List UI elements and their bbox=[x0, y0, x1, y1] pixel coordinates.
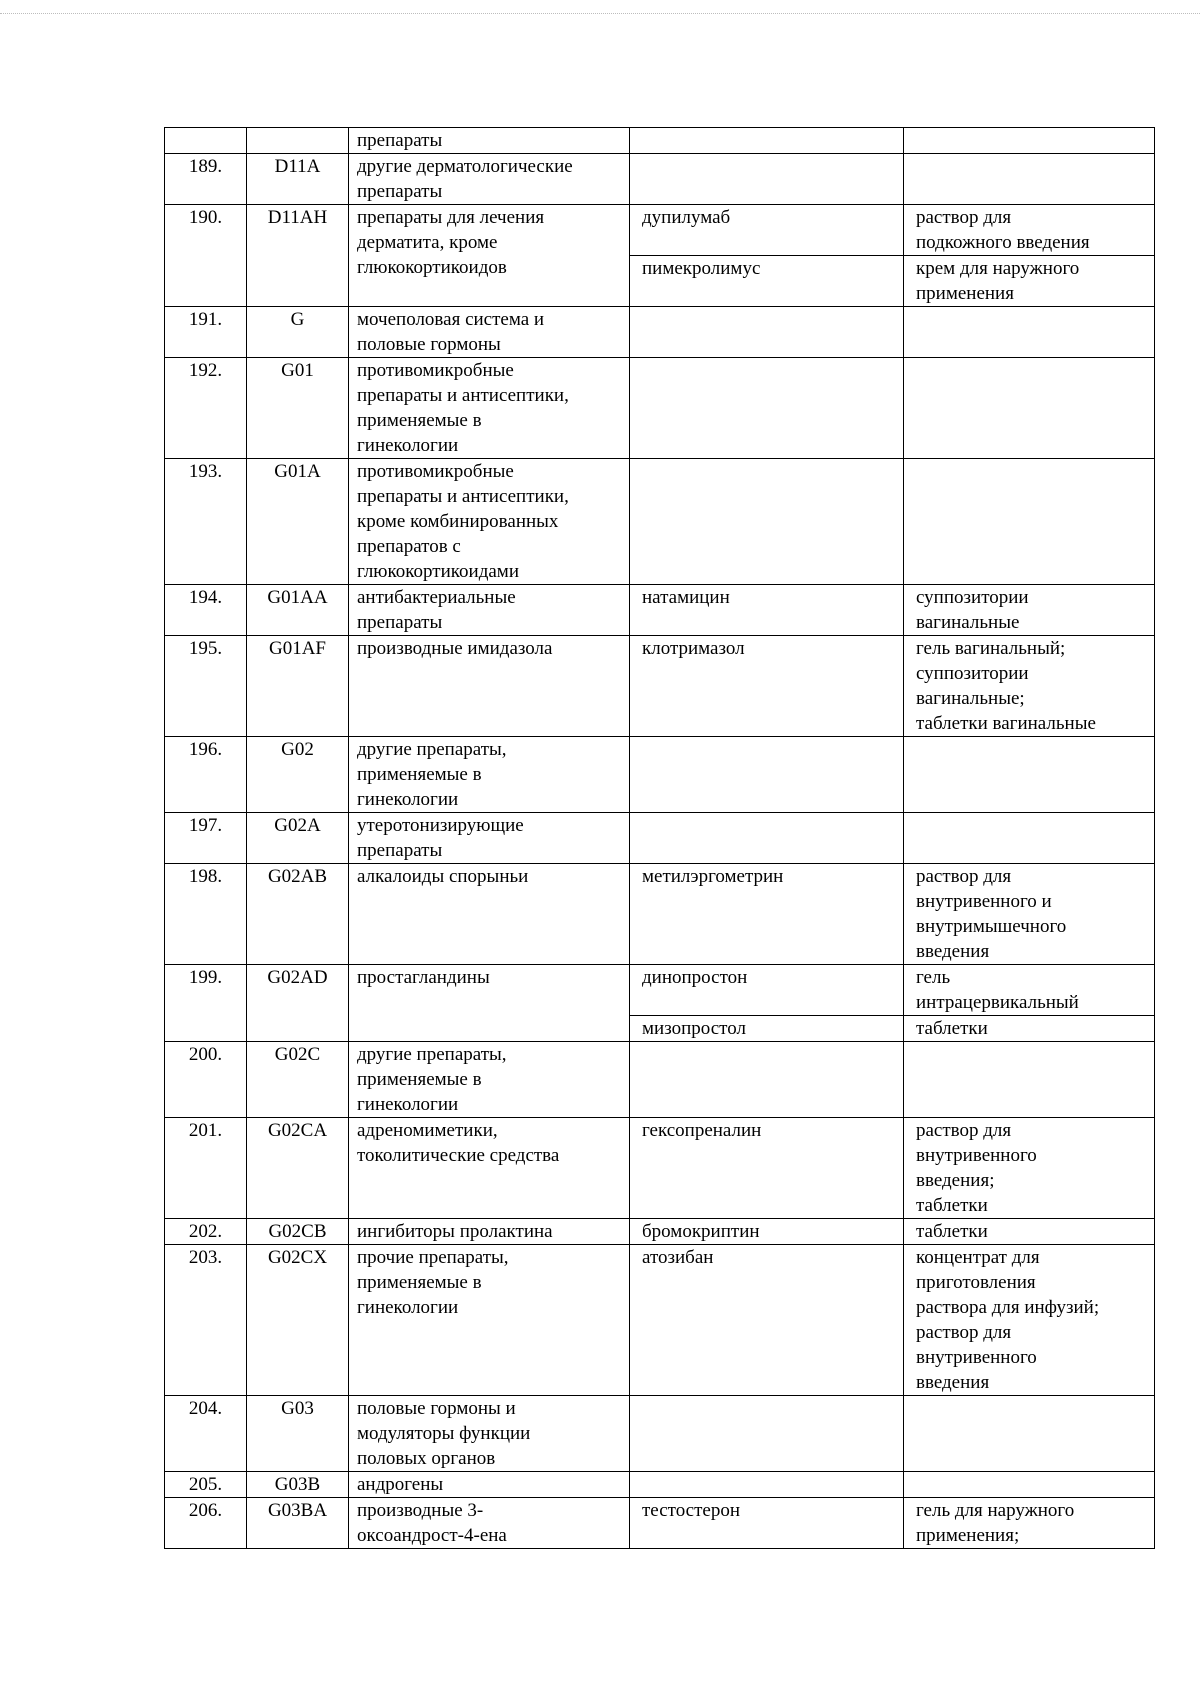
group-name-line: применяемые в bbox=[357, 764, 482, 785]
drug-name: динопростон bbox=[630, 965, 904, 1016]
dosage-form-line: вагинальные; bbox=[916, 688, 1025, 709]
drug-name bbox=[630, 1396, 904, 1472]
dosage-form-line: интрацервикальный bbox=[916, 992, 1079, 1013]
group-name bbox=[349, 965, 630, 1042]
group-name-line: гинекологии bbox=[357, 1297, 459, 1318]
row-number: 198. bbox=[165, 864, 247, 965]
drug-name bbox=[630, 307, 904, 358]
dosage-form-line: крем для наружного bbox=[916, 258, 1080, 279]
group-name bbox=[349, 1042, 630, 1118]
group-name-line: применяемые в bbox=[357, 1272, 482, 1293]
dosage-form-line: применения; bbox=[916, 1525, 1020, 1546]
dosage-form bbox=[904, 636, 1155, 737]
group-name-line: препараты для лечения bbox=[357, 207, 545, 228]
group-name-line: мочеполовая система и bbox=[357, 309, 545, 330]
dosage-form-line: подкожного введения bbox=[916, 232, 1090, 253]
group-name-line: препараты bbox=[357, 612, 443, 633]
drug-name bbox=[630, 1472, 904, 1498]
atc-code: G02AD bbox=[247, 965, 349, 1042]
atc-code: D11A bbox=[247, 154, 349, 205]
atc-code: G03B bbox=[247, 1472, 349, 1498]
table-row bbox=[165, 636, 1155, 737]
dosage-form-line: вагинальные bbox=[916, 612, 1020, 633]
dosage-form-line: приготовления bbox=[916, 1272, 1036, 1293]
group-name-line: андрогены bbox=[357, 1474, 444, 1495]
table-row bbox=[165, 459, 1155, 585]
drug-name bbox=[630, 128, 904, 154]
drug-name: клотримазол bbox=[630, 636, 904, 737]
page-top-edge bbox=[0, 13, 1200, 14]
table-row bbox=[165, 1472, 1155, 1498]
table-row bbox=[165, 1498, 1155, 1549]
group-name-line: дерматита, кроме bbox=[357, 232, 498, 253]
group-name bbox=[349, 1245, 630, 1396]
dosage-form-line: раствор для bbox=[916, 1322, 1012, 1343]
atc-code: G02A bbox=[247, 813, 349, 864]
group-name-line: ингибиторы пролактина bbox=[357, 1221, 553, 1242]
drug-name: метилэргометрин bbox=[630, 864, 904, 965]
dosage-form bbox=[904, 1042, 1155, 1118]
group-name-line: глюкокортикоидами bbox=[357, 561, 519, 582]
row-number: 205. bbox=[165, 1472, 247, 1498]
drug-name: тестостерон bbox=[630, 1498, 904, 1549]
dosage-form bbox=[904, 307, 1155, 358]
group-name bbox=[349, 459, 630, 585]
drug-name: гексопреналин bbox=[630, 1118, 904, 1219]
table-row bbox=[165, 358, 1155, 459]
atc-code: G02CA bbox=[247, 1118, 349, 1219]
row-number: 196. bbox=[165, 737, 247, 813]
row-number: 199. bbox=[165, 965, 247, 1042]
dosage-form-line: гель вагинальный; bbox=[916, 638, 1066, 659]
group-name-line: модуляторы функции bbox=[357, 1423, 531, 1444]
drug-name: натамицин bbox=[630, 585, 904, 636]
group-name-line: антибактериальные bbox=[357, 587, 516, 608]
dosage-form bbox=[904, 1472, 1155, 1498]
drug-name bbox=[630, 358, 904, 459]
table-row bbox=[165, 128, 1155, 154]
dosage-form bbox=[904, 864, 1155, 965]
drug-table bbox=[164, 127, 1155, 1549]
drug-name bbox=[630, 1042, 904, 1118]
dosage-form bbox=[904, 585, 1155, 636]
table-row bbox=[165, 737, 1155, 813]
atc-code: G01AF bbox=[247, 636, 349, 737]
table-row bbox=[165, 1245, 1155, 1396]
dosage-form bbox=[904, 1245, 1155, 1396]
group-name-line: половые гормоны bbox=[357, 334, 501, 355]
table-row bbox=[165, 585, 1155, 636]
table-row bbox=[165, 154, 1155, 205]
atc-code: G bbox=[247, 307, 349, 358]
group-name bbox=[349, 636, 630, 737]
group-name-line: гинекологии bbox=[357, 789, 459, 810]
group-name-line: производные 3- bbox=[357, 1500, 484, 1521]
table-row bbox=[165, 1118, 1155, 1219]
atc-code: G01A bbox=[247, 459, 349, 585]
dosage-form bbox=[904, 1016, 1155, 1042]
row-number: 201. bbox=[165, 1118, 247, 1219]
drug-name bbox=[630, 154, 904, 205]
group-name bbox=[349, 864, 630, 965]
group-name-line: оксоандрост-4-ена bbox=[357, 1525, 507, 1546]
atc-code: G02CB bbox=[247, 1219, 349, 1245]
dosage-form bbox=[904, 737, 1155, 813]
dosage-form bbox=[904, 358, 1155, 459]
group-name-line: прочие препараты, bbox=[357, 1247, 509, 1268]
group-name bbox=[349, 813, 630, 864]
dosage-form bbox=[904, 1396, 1155, 1472]
group-name-line: противомикробные bbox=[357, 461, 514, 482]
group-name-line: производные имидазола bbox=[357, 638, 553, 659]
dosage-form bbox=[904, 1498, 1155, 1549]
dosage-form-line: введения bbox=[916, 941, 990, 962]
dosage-form bbox=[904, 128, 1155, 154]
dosage-form-line: введения; bbox=[916, 1170, 995, 1191]
dosage-form-line: таблетки bbox=[916, 1018, 988, 1039]
group-name-line: препараты bbox=[357, 130, 443, 151]
row-number: 202. bbox=[165, 1219, 247, 1245]
dosage-form bbox=[904, 154, 1155, 205]
group-name bbox=[349, 737, 630, 813]
dosage-form-line: таблетки вагинальные bbox=[916, 713, 1096, 734]
group-name-line: препараты и антисептики, bbox=[357, 486, 569, 507]
row-number: 193. bbox=[165, 459, 247, 585]
dosage-form-line: суппозитории bbox=[916, 587, 1029, 608]
group-name-line: утеротонизирующие bbox=[357, 815, 524, 836]
group-name-line: адреномиметики, bbox=[357, 1120, 498, 1141]
group-name bbox=[349, 307, 630, 358]
atc-code: G03 bbox=[247, 1396, 349, 1472]
group-name-line: препараты bbox=[357, 181, 443, 202]
group-name bbox=[349, 358, 630, 459]
group-name-line: другие препараты, bbox=[357, 739, 507, 760]
table-row bbox=[165, 205, 1155, 256]
group-name-line: гинекологии bbox=[357, 1094, 459, 1115]
atc-code: G02AB bbox=[247, 864, 349, 965]
drug-name: дупилумаб bbox=[630, 205, 904, 256]
row-number bbox=[165, 128, 247, 154]
group-name-line: препаратов с bbox=[357, 536, 461, 557]
group-name bbox=[349, 1472, 630, 1498]
dosage-form-line: введения bbox=[916, 1372, 990, 1393]
group-name bbox=[349, 154, 630, 205]
group-name-line: токолитические средства bbox=[357, 1145, 560, 1166]
dosage-form bbox=[904, 205, 1155, 256]
table-row bbox=[165, 813, 1155, 864]
dosage-form-line: применения bbox=[916, 283, 1014, 304]
atc-code: G02CX bbox=[247, 1245, 349, 1396]
row-number: 190. bbox=[165, 205, 247, 307]
row-number: 192. bbox=[165, 358, 247, 459]
group-name bbox=[349, 205, 630, 307]
dosage-form-line: внутримышечного bbox=[916, 916, 1067, 937]
group-name-line: половых органов bbox=[357, 1448, 496, 1469]
atc-code: G02 bbox=[247, 737, 349, 813]
dosage-form-line: таблетки bbox=[916, 1195, 988, 1216]
dosage-form-line: внутривенного bbox=[916, 1145, 1037, 1166]
dosage-form bbox=[904, 965, 1155, 1016]
dosage-form-line: гель для наружного bbox=[916, 1500, 1075, 1521]
group-name-line: кроме комбинированных bbox=[357, 511, 559, 532]
dosage-form bbox=[904, 1118, 1155, 1219]
dosage-form bbox=[904, 459, 1155, 585]
row-number: 197. bbox=[165, 813, 247, 864]
dosage-form-line: суппозитории bbox=[916, 663, 1029, 684]
group-name-line: применяемые в bbox=[357, 1069, 482, 1090]
drug-name: пимекролимус bbox=[630, 256, 904, 307]
row-number: 204. bbox=[165, 1396, 247, 1472]
drug-name: бромокриптин bbox=[630, 1219, 904, 1245]
table-row bbox=[165, 307, 1155, 358]
group-name-line: противомикробные bbox=[357, 360, 514, 381]
atc-code: G03BA bbox=[247, 1498, 349, 1549]
table-row bbox=[165, 1042, 1155, 1118]
dosage-form bbox=[904, 813, 1155, 864]
dosage-form bbox=[904, 1219, 1155, 1245]
group-name-line: алкалоиды спорыньи bbox=[357, 866, 529, 887]
group-name bbox=[349, 128, 630, 154]
drug-name bbox=[630, 737, 904, 813]
row-number: 203. bbox=[165, 1245, 247, 1396]
drug-name bbox=[630, 813, 904, 864]
dosage-form-line: гель bbox=[916, 967, 951, 988]
table-row bbox=[165, 1219, 1155, 1245]
table-row bbox=[165, 965, 1155, 1016]
row-number: 195. bbox=[165, 636, 247, 737]
group-name bbox=[349, 1396, 630, 1472]
drug-name: атозибан bbox=[630, 1245, 904, 1396]
group-name bbox=[349, 585, 630, 636]
row-number: 200. bbox=[165, 1042, 247, 1118]
atc-code: D11AH bbox=[247, 205, 349, 307]
dosage-form-line: раствор для bbox=[916, 866, 1012, 887]
group-name-line: препараты и антисептики, bbox=[357, 385, 569, 406]
drug-name: мизопростол bbox=[630, 1016, 904, 1042]
group-name-line: применяемые в bbox=[357, 410, 482, 431]
table-row bbox=[165, 1396, 1155, 1472]
group-name-line: глюкокортикоидов bbox=[357, 257, 507, 278]
group-name-line: простагландины bbox=[357, 967, 490, 988]
dosage-form-line: внутривенного и bbox=[916, 891, 1052, 912]
row-number: 191. bbox=[165, 307, 247, 358]
row-number: 206. bbox=[165, 1498, 247, 1549]
group-name-line: половые гормоны и bbox=[357, 1398, 516, 1419]
group-name-line: другие препараты, bbox=[357, 1044, 507, 1065]
dosage-form bbox=[904, 256, 1155, 307]
group-name-line: препараты bbox=[357, 840, 443, 861]
row-number: 194. bbox=[165, 585, 247, 636]
atc-code: G01 bbox=[247, 358, 349, 459]
group-name bbox=[349, 1498, 630, 1549]
dosage-form-line: раствора для инфузий; bbox=[916, 1297, 1100, 1318]
atc-code bbox=[247, 128, 349, 154]
group-name bbox=[349, 1118, 630, 1219]
dosage-form-line: концентрат для bbox=[916, 1247, 1040, 1268]
dosage-form-line: внутривенного bbox=[916, 1347, 1037, 1368]
table-row bbox=[165, 864, 1155, 965]
dosage-form-line: таблетки bbox=[916, 1221, 988, 1242]
atc-code: G01AA bbox=[247, 585, 349, 636]
dosage-form-line: раствор для bbox=[916, 207, 1012, 228]
group-name-line: другие дерматологические bbox=[357, 156, 573, 177]
group-name bbox=[349, 1219, 630, 1245]
dosage-form-line: раствор для bbox=[916, 1120, 1012, 1141]
group-name-line: гинекологии bbox=[357, 435, 459, 456]
drug-name bbox=[630, 459, 904, 585]
atc-code: G02C bbox=[247, 1042, 349, 1118]
row-number: 189. bbox=[165, 154, 247, 205]
